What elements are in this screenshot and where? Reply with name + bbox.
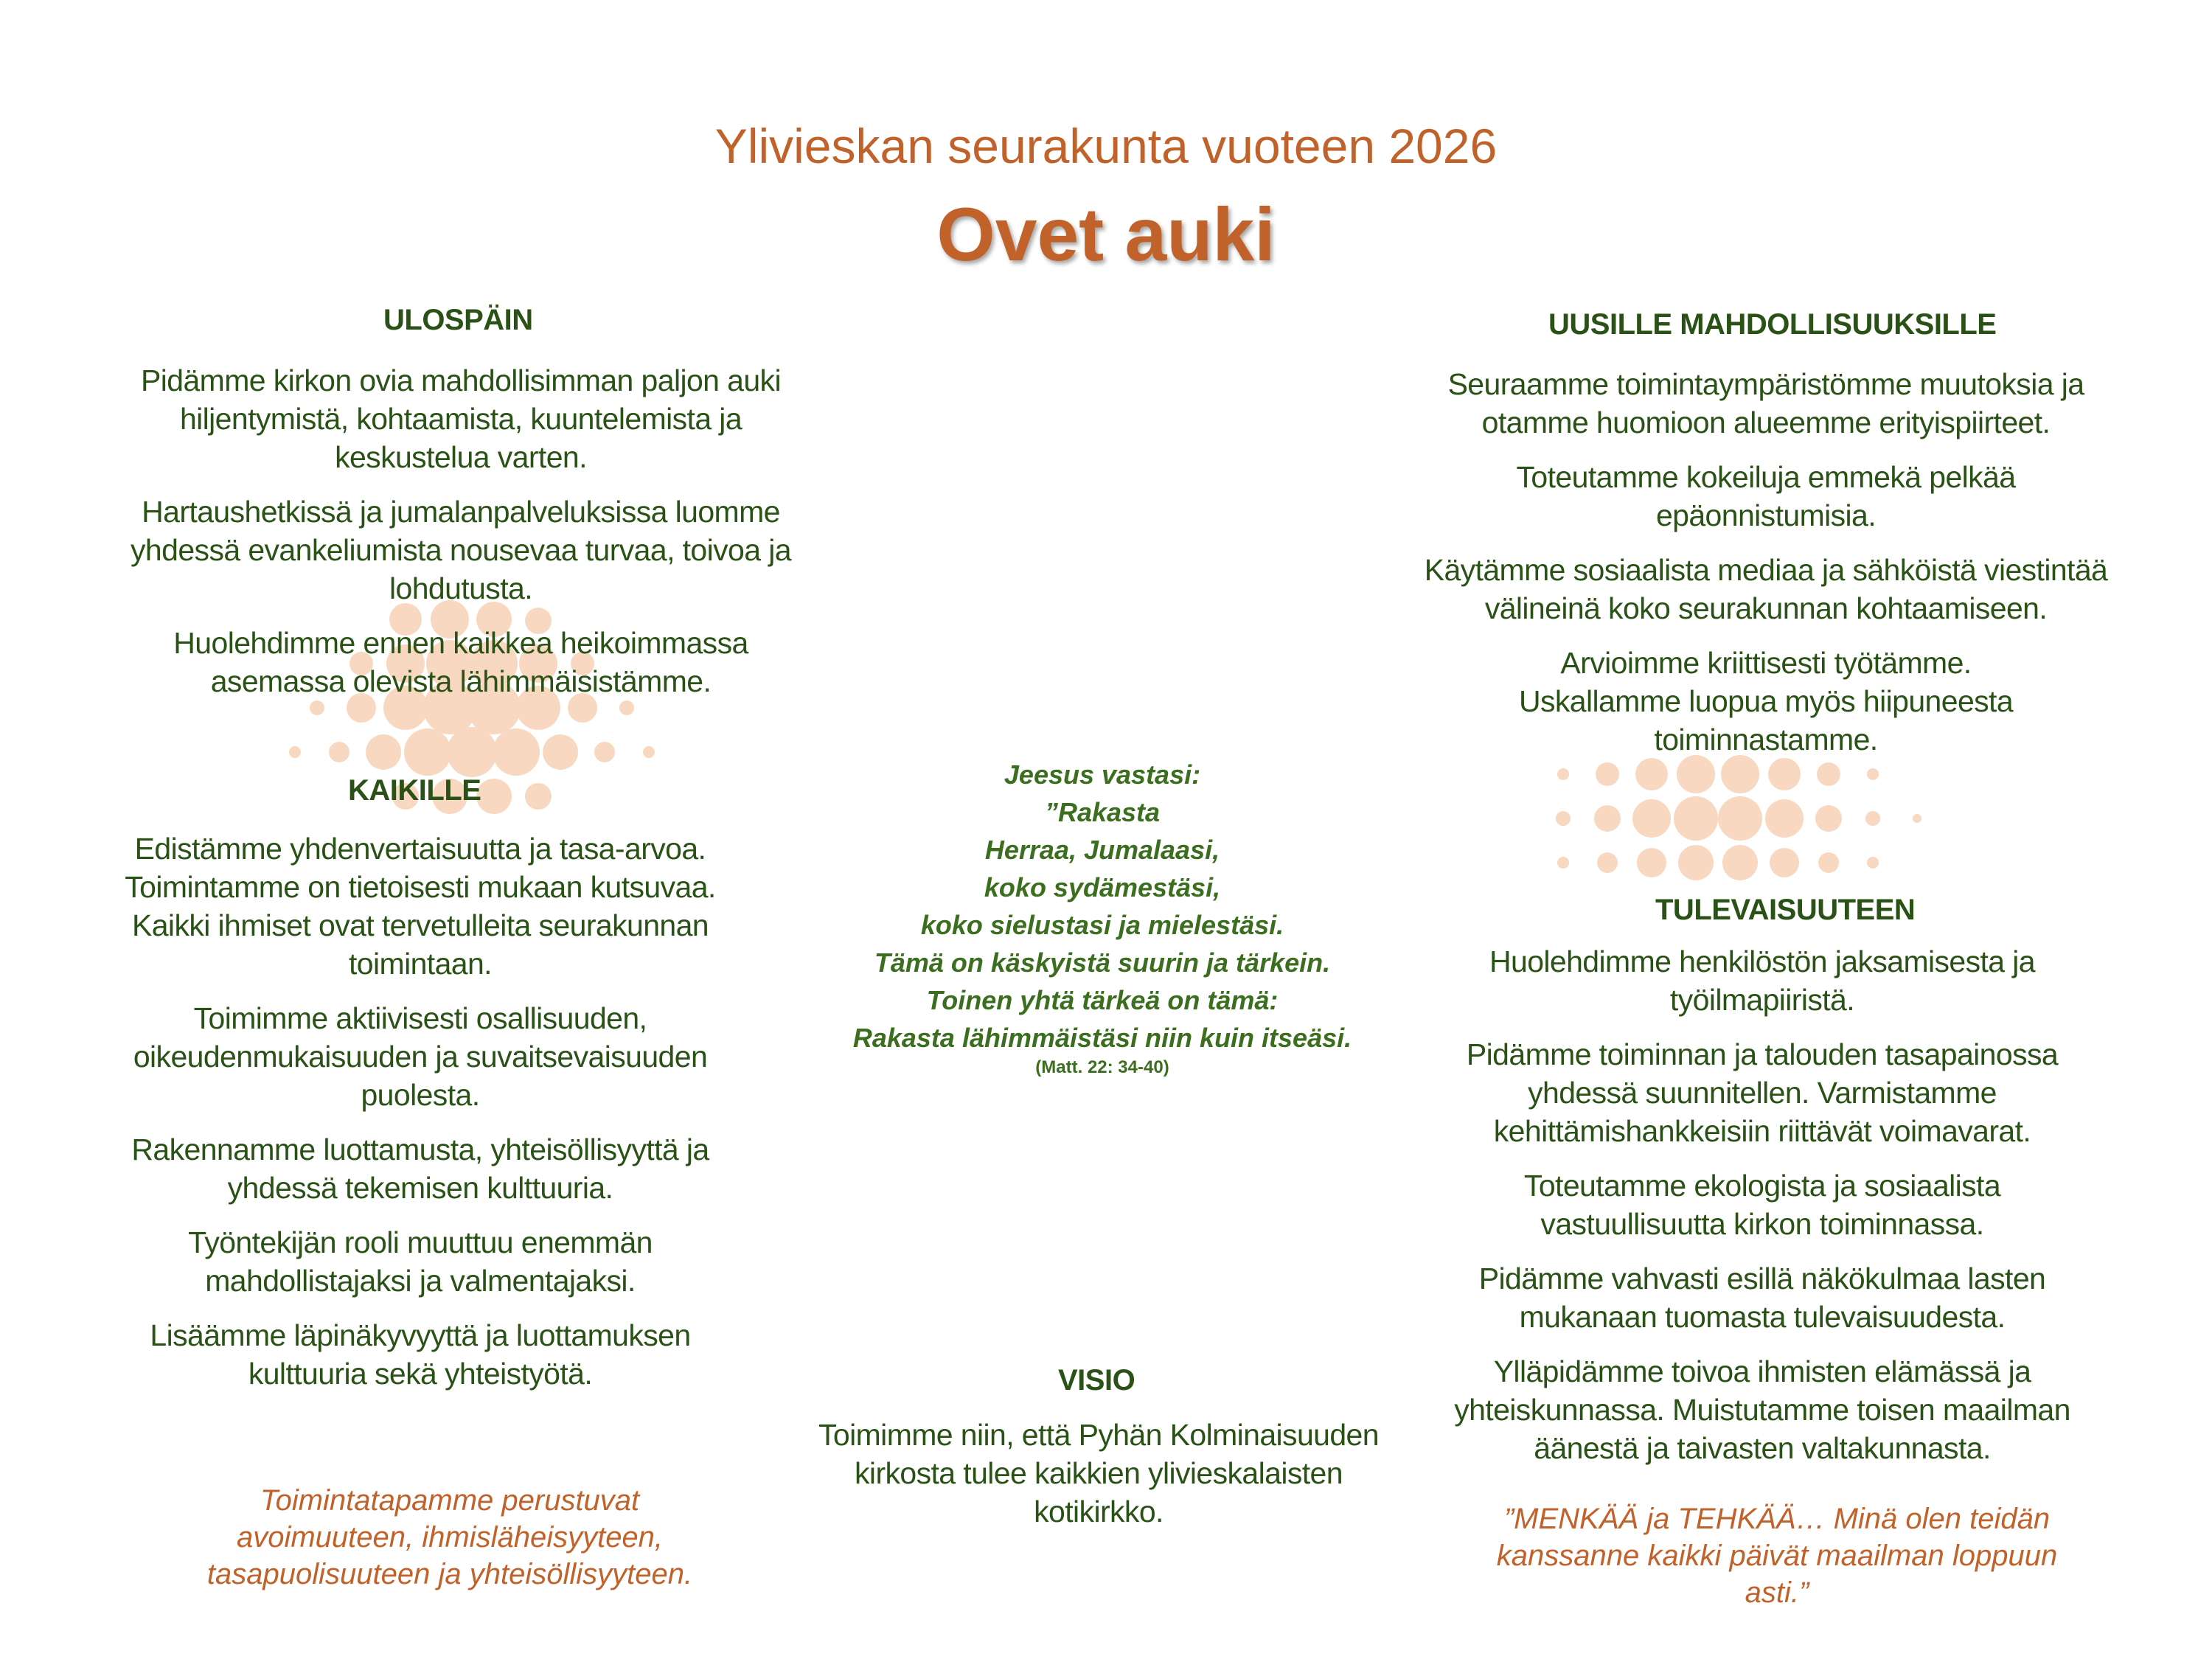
text-line: Käytämme sosiaalista mediaa ja sähköistä viestintää (1424, 553, 2108, 587)
heading-visio: VISIO (1058, 1364, 1135, 1397)
verse-line: Rakasta lähimmäistäsi niin kuin itseäsi. (852, 1023, 1352, 1053)
text-line: Toteutamme kokeiluja emmekä pelkää (1516, 460, 2016, 494)
text-line: Pidämme vahvasti esillä näkökulmaa lasten (1478, 1262, 2046, 1295)
left-quote (111, 1482, 789, 1593)
text-line: Työntekijän rooli muuttuu enemmän (188, 1225, 653, 1259)
text-line: Huolehdimme henkilöstön jaksamisesta ja (1489, 945, 2036, 978)
quote-line: avoimuuteen, ihmisläheisyyteen, (236, 1521, 664, 1554)
text-line: välineinä koko seurakunnan kohtaamiseen. (1484, 591, 2048, 625)
paragraph (1394, 365, 2138, 442)
section-visio (767, 1416, 1430, 1547)
quote-line: Toimintatapamme perustuvat (260, 1484, 640, 1517)
text-line: Uskallamme luopua myös hiipuneesta (1518, 684, 2014, 718)
text-line: epäonnistumisia. (1655, 498, 1877, 532)
text-line: puolesta. (361, 1078, 480, 1112)
text-line: Seuraamme toimintaympäristömme muutoksia ja (1447, 367, 2084, 401)
text-line: asemassa olevista lähimmäisistämme. (210, 664, 712, 698)
section-tulevaisuuteen (1386, 942, 2138, 1484)
heading-uusille: UUSILLE MAHDOLLISUUKSILLE (1548, 308, 1997, 341)
text-line: työilmapiiristä. (1669, 983, 1855, 1017)
text-line: toiminnastamme. (1654, 723, 1878, 757)
verse-line: koko sydämestäsi, (984, 872, 1221, 902)
quote-line: kanssanne kaikki päivät maailman loppuun (1496, 1540, 2058, 1572)
text-line: Pidämme kirkon ovia mahdollisimman paljon auki (141, 364, 781, 397)
text-line: Huolehdimme ennen kaikkea heikoimmassa (173, 626, 748, 660)
text-line: vastuullisuutta kirkon toiminnassa. (1540, 1207, 1984, 1241)
text-line: kulttuuria sekä yhteistyötä. (248, 1357, 593, 1391)
text-line: toimintaan. (349, 947, 492, 981)
paragraph (1394, 458, 2138, 535)
paragraph (1394, 644, 2138, 759)
paragraph (1386, 1166, 2138, 1243)
text-line: hiljentymistä, kohtaamista, kuuntelemista ja (179, 402, 742, 436)
right-quote (1416, 1500, 2138, 1611)
verse-line: Herraa, Jumalaasi, (984, 835, 1220, 865)
paragraph (767, 1416, 1430, 1531)
paragraph (103, 624, 818, 700)
quote-line: ”MENKÄÄ ja TEHKÄÄ… Minä olen teidän (1503, 1503, 2051, 1535)
paragraph (52, 1130, 789, 1207)
text-line: lohdutusta. (389, 571, 532, 605)
text-line: Kaikki ihmiset ovat tervetulleita seurakunnan (131, 908, 709, 942)
text-line: kehittämishankkeisiin riittävät voimavarat. (1493, 1114, 2031, 1148)
page-title: Ovet auki (936, 192, 1276, 276)
text-line: otamme huomioon alueemme erityispiirteet. (1481, 406, 2051, 439)
paragraph (52, 1223, 789, 1300)
paragraph (1386, 942, 2138, 1019)
text-line: mahdollistajaksi ja valmentajaksi. (205, 1264, 636, 1298)
text-line: Toimimme niin, että Pyhän Kolminaisuuden (818, 1418, 1379, 1452)
text-line: kotikirkko. (1034, 1495, 1164, 1528)
text-line: Toimimme aktiivisesti osallisuuden, (193, 1001, 647, 1035)
paragraph (52, 1316, 789, 1393)
text-line: Rakennamme luottamusta, yhteisöllisyyttä ja (131, 1133, 709, 1166)
text-line: Lisäämme läpinäkyvyyttä ja luottamuksen (150, 1318, 691, 1352)
text-line: Edistämme yhdenvertaisuutta ja tasa-arvoa. (134, 832, 706, 866)
text-line: keskustelua varten. (335, 440, 587, 474)
text-line: Ylläpidämme toivoa ihmisten elämässä ja (1493, 1354, 2031, 1388)
text-line: Arvioimme kriittisesti työtämme. (1560, 646, 1972, 680)
text-line: äänestä ja taivasten valtakunnasta. (1534, 1431, 1991, 1465)
text-line: Toimintamme on tietoisesti mukaan kutsuvaa. (125, 870, 716, 904)
paragraph (1386, 1352, 2138, 1467)
heading-ulospain: ULOSPÄIN (383, 304, 533, 336)
section-ulospain (103, 361, 818, 717)
verse-line: Tämä on käskyistä suurin ja tärkein. (874, 947, 1331, 978)
verse-line: Jeesus vastasi: (1004, 759, 1201, 790)
text-line: Toteutamme ekologista ja sosiaalista (1523, 1169, 2001, 1203)
verse-reference: (Matt. 22: 34-40) (1035, 1057, 1169, 1077)
paragraph (52, 999, 789, 1114)
text-line: Pidämme toiminnan ja talouden tasapainossa (1466, 1037, 2059, 1071)
text-line: kirkosta tulee kaikkien ylivieskalaisten (855, 1456, 1343, 1490)
page-subtitle: Ylivieskan seurakunta vuoteen 2026 (714, 119, 1498, 173)
paragraph (52, 830, 789, 983)
verse-line: Toinen yhtä tärkeä on tämä: (926, 985, 1279, 1015)
quote-line: tasapuolisuuteen ja yhteisöllisyyteen. (206, 1558, 693, 1590)
heading-tulevaisuuteen: TULEVAISUUTEEN (1655, 894, 1916, 926)
text-line: mukanaan tuomasta tulevaisuudesta. (1519, 1300, 2006, 1334)
text-line: yhdessä suunnitellen. Varmistamme (1528, 1076, 1997, 1110)
text-line: Hartaushetkissä ja jumalanpalveluksissa luomme (142, 495, 780, 529)
text-line: yhteiskunnassa. Muistutamme toisen maailman (1454, 1393, 2070, 1427)
quote-line: asti.” (1745, 1576, 1809, 1609)
paragraph (1386, 1035, 2138, 1150)
paragraph (1394, 551, 2138, 627)
verse-line: koko sielustasi ja mielestäsi. (920, 910, 1284, 940)
text-line: yhdessä evankeliumista nousevaa turvaa, toivoa ja (131, 533, 791, 567)
verse-line: ”Rakasta (1044, 797, 1161, 827)
paragraph (103, 361, 818, 476)
section-uusille (1394, 365, 2138, 775)
paragraph (103, 493, 818, 608)
section-kaikille (52, 830, 789, 1409)
text-line: yhdessä tekemisen kulttuuria. (227, 1171, 613, 1205)
bible-verse (822, 756, 1382, 1079)
paragraph (1386, 1259, 2138, 1336)
text-line: oikeudenmukaisuuden ja suvaitsevaisuuden (133, 1040, 708, 1074)
heading-kaikille: KAIKILLE (348, 774, 481, 807)
